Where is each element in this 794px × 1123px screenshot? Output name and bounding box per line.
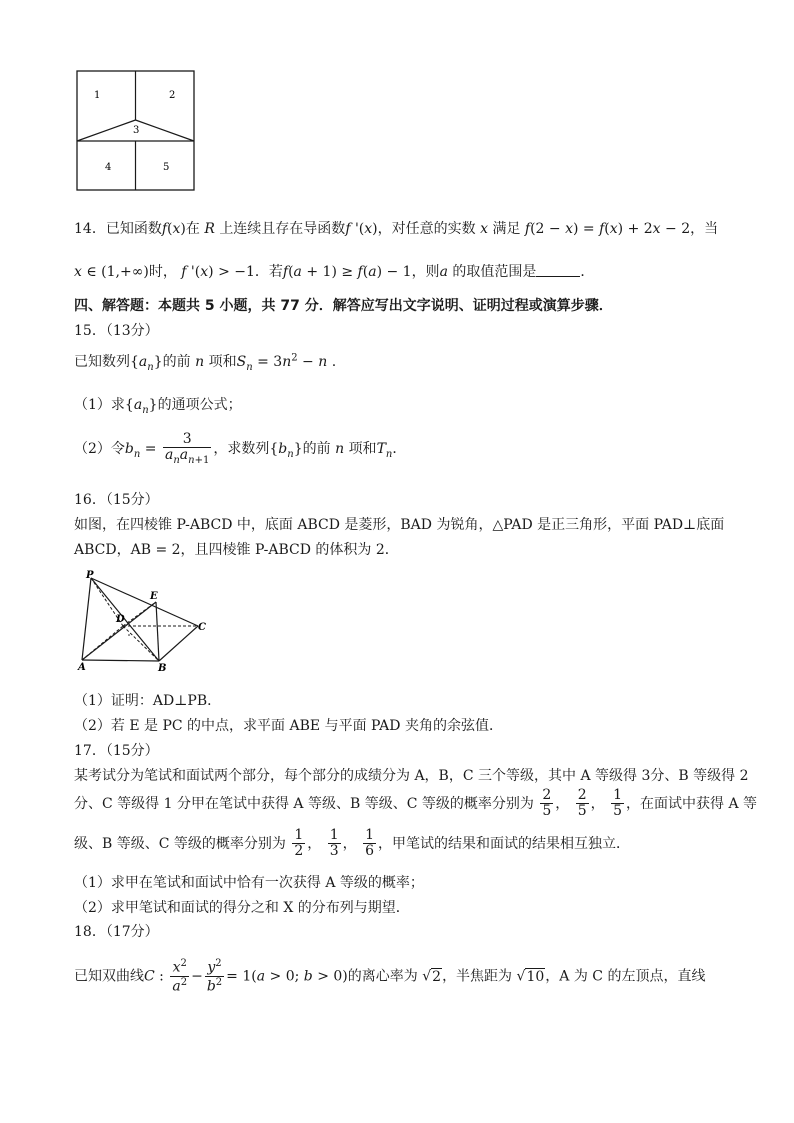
vertex-label: D [116,614,125,625]
vertex-label: C [198,622,206,633]
pyramid-diagram [76,568,212,674]
answer-blank[interactable] [536,264,580,277]
q18-stem: 已知双曲线C : $\frac{x^2}{a^2}$ − $\frac{y^2}{b^2}$ = 1(a > 0; b > 0)的离心率为 √2，半焦距为 √10，A 为 C 的左顶点，直线 [74,958,706,995]
q14-line1: 14．已知函数f(x)在 R 上连续且存在导函数f '(x)，对任意的实数 x 满足 f(2 − x) = f(x) + 2x − 2，当 [74,221,719,237]
region-label: 2 [169,90,176,101]
q16-heading: 16．（15分） [74,492,159,508]
q15-part1: （1）求$\{a_n\}$的通项公式； [74,397,242,416]
q17-part1: （1）求甲在笔试和面试中恰有一次获得 A 等级的概率； [74,875,424,891]
q16-stem-line2: ABCD，AB = 2，且四棱锥 P-ABCD 的体积为 2． [74,542,399,558]
q18-heading: 18．（17分） [74,924,159,940]
q16-part2: （2）若 E 是 PC 的中点，求平面 ABE 与平面 PAD 夹角的余弦值． [74,718,503,734]
q17-stem-line3: 级、B 等级、C 等级的概率分别为 $\frac{1}{2}$ ， $\frac{1}{3}$ ， $\frac{1}{6}$ ，甲笔试的结果和面试的结果相互独立． [74,827,631,860]
q17-heading: 17．（15分） [74,743,159,759]
q17-part2: （2）求甲笔试和面试的得分之和 X 的分布列与期望． [74,900,410,916]
region-diagram [76,70,196,192]
region-label: 1 [94,90,101,101]
region-label: 5 [163,162,170,173]
q15-stem: 已知数列$\{a_n\}$的前 n 项和$S_n = 3n^2 - n$ . [74,352,337,373]
q16-stem-line1: 如图，在四棱锥 P-ABCD 中，底面 ABCD 是菱形，BAD 为锐角，△PAD 是正三角形，平面 PAD⊥底面 [74,517,725,533]
section-title: 四、解答题：本题共 5 小题，共 77 分．解答应写出文字说明、证明过程或演算步骤． [74,298,613,314]
q14-line2: x ∈ (1,+∞)时， f '(x) > −1．若f(a + 1) ≥ f(a) − 1，则a 的取值范围是 ． [74,264,595,280]
q15-part2: （2）令$b_n$ = $\frac{3}{a_na_{n+1}}$ ，求数列$\{b_n\}$的前 n 项和$T_n$． [74,431,407,467]
q17-stem-line1: 某考试分为笔试和面试两个部分，每个部分的成绩分为 A，B，C 三个等级，其中 A 等级得 3分、B 等级得 2 [74,768,749,784]
vertex-label: B [158,663,167,674]
region-label: 4 [105,162,112,173]
q16-part1: （1）证明：AD⊥PB． [74,693,222,709]
q15-heading: 15．（13分） [74,323,159,339]
vertex-label: P [86,570,94,581]
q17-stem-line2: 分、C 等级得 1 分甲在笔试中获得 A 等级、B 等级、C 等级的概率分别为 $\frac{2}{5}$ ， $\frac{2}{5}$ ， $\frac{1}{5}$ ，在面试中获得 A 等 [74,787,758,820]
vertex-label: E [150,591,158,602]
region-label: 3 [133,125,140,136]
vertex-label: A [78,662,86,673]
